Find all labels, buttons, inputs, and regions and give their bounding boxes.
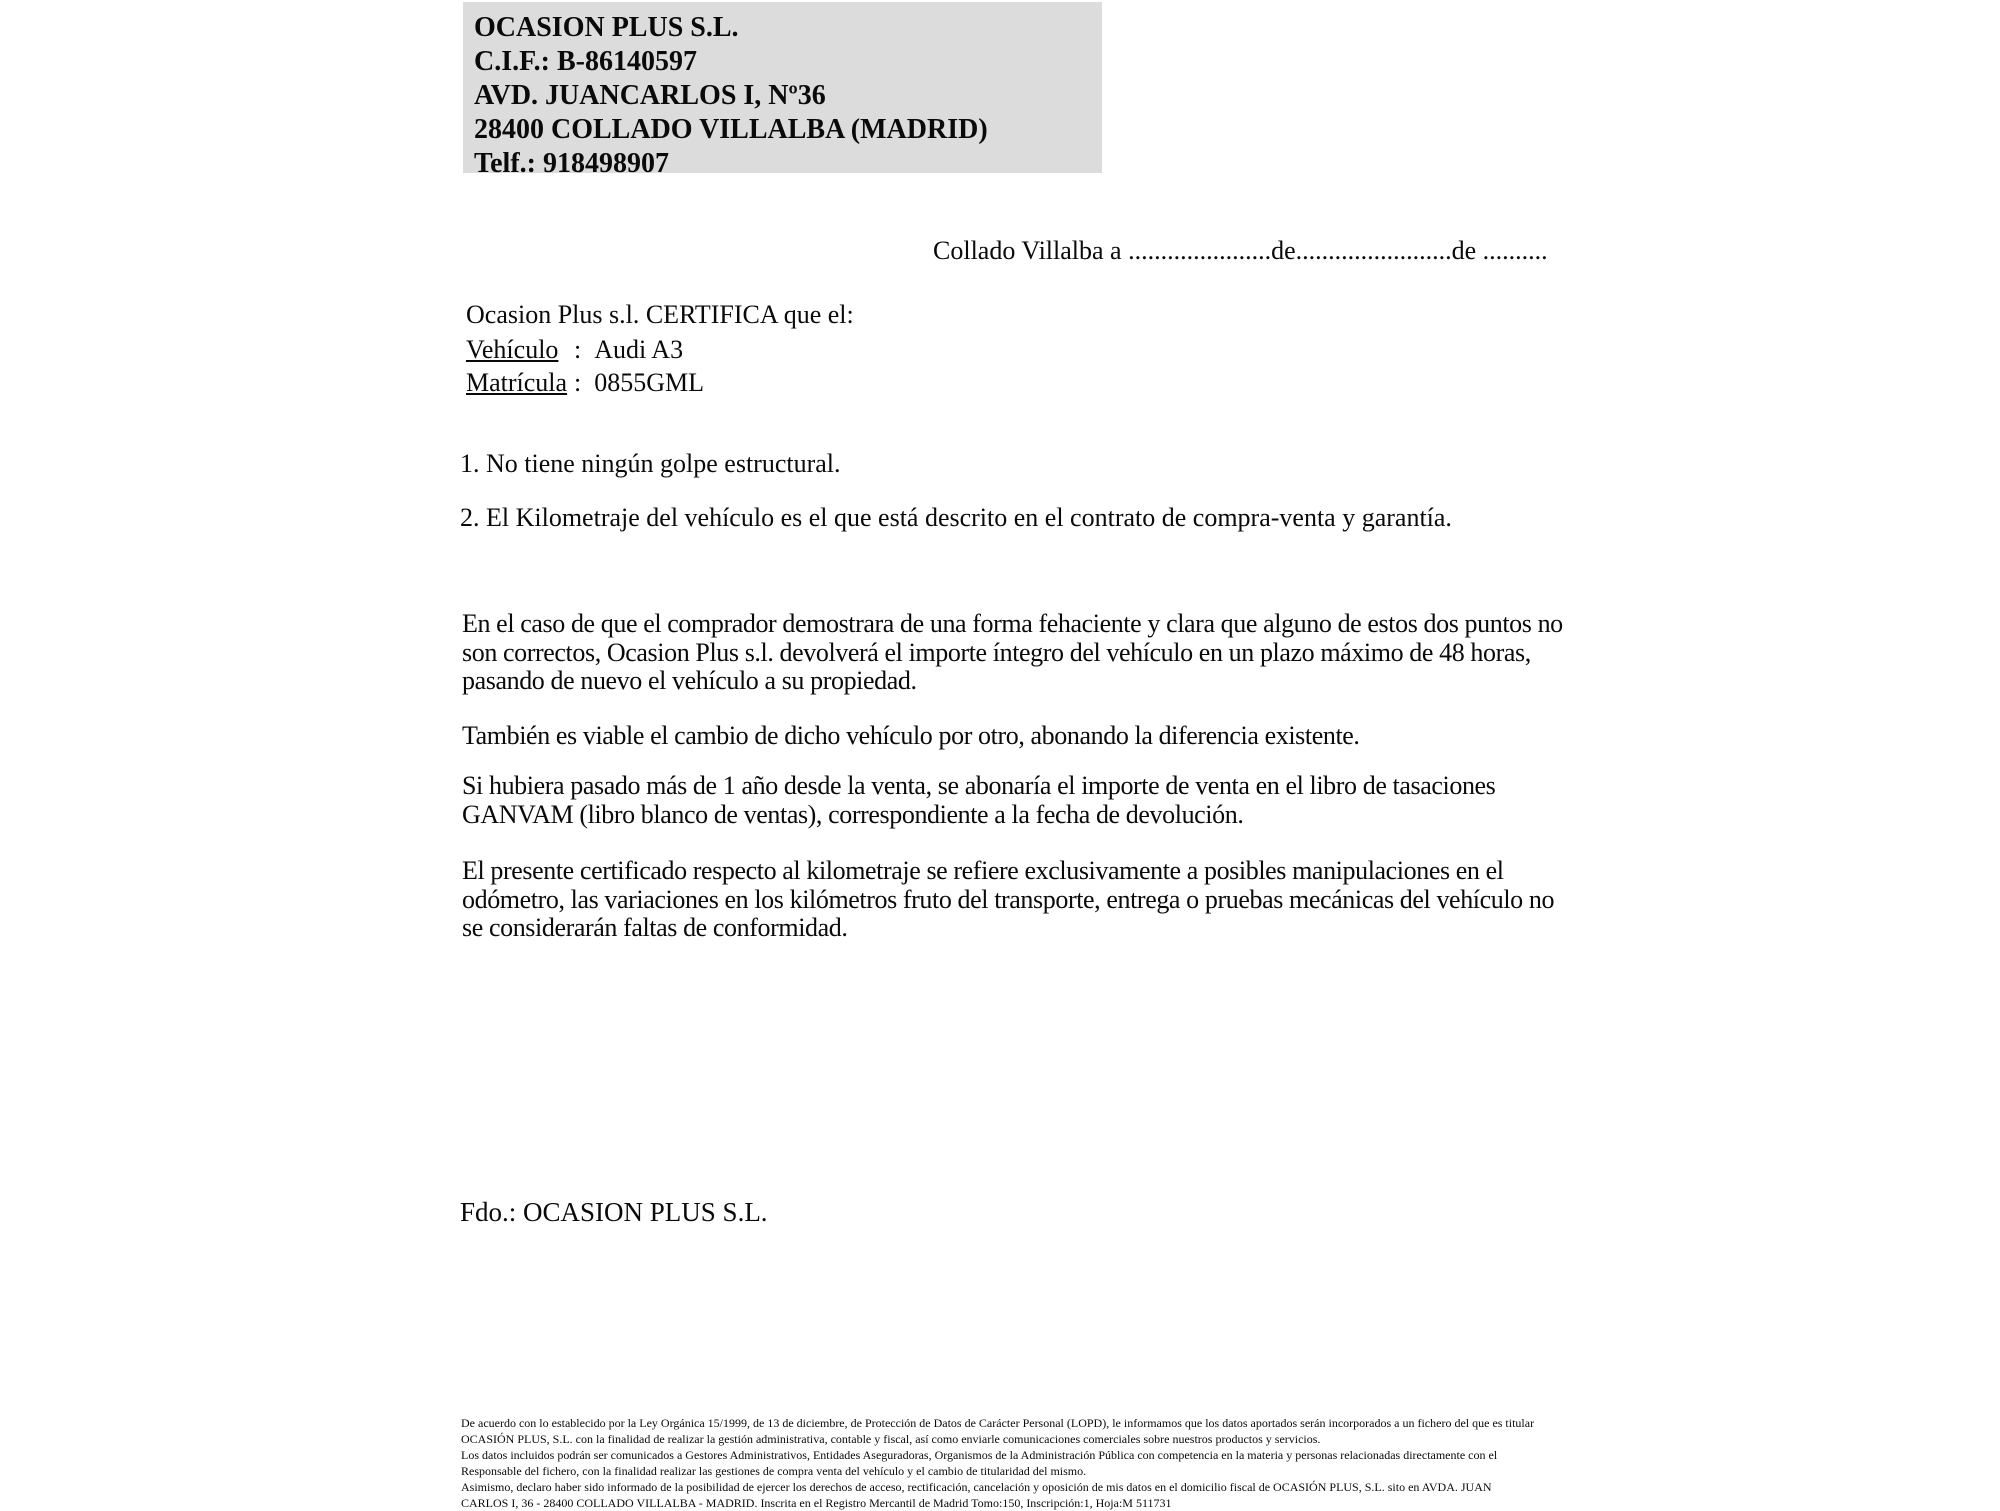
legal-footer-line: Responsable del fichero, con la finalidad realizar las gestiones de compra venta del vehículo y el cambio de titularidad del mismo.	[461, 1464, 1087, 1478]
plate-label: Matrícula	[466, 368, 568, 397]
paragraph-ganvam-valuation: Si hubiera pasado más de 1 año desde la venta, se abonaría el importe de venta en el libro de tasaciones GANVAM (libro blanco de ventas), correspondiente a la fecha de devolución.	[462, 771, 1496, 829]
certify-intro: Ocasion Plus s.l. CERTIFICA que el:	[466, 300, 854, 329]
plate-separator: :	[574, 368, 582, 397]
certified-point-2: 2. El Kilometraje del vehículo es el que está descrito en el contrato de compra-venta y garantía.	[460, 503, 1452, 532]
plate-value: 0855GML	[594, 368, 705, 397]
company-cif: C.I.F.: B-86140597	[474, 46, 697, 77]
paragraph-odometer-disclaimer: El presente certificado respecto al kilometraje se refiere exclusivamente a posibles manipulaciones en el odómetro, las variaciones en los kilómetros fruto del transporte, entrega o pruebas mecánicas del vehículo no se considerarán faltas de conformidad.	[462, 856, 1555, 942]
certified-point-1: 1. No tiene ningún golpe estructural.	[460, 449, 841, 478]
company-address: AVD. JUANCARLOS I, Nº36	[474, 80, 826, 111]
vehicle-separator: :	[574, 335, 582, 364]
legal-footer-line: De acuerdo con lo establecido por la Ley Orgánica 15/1999, de 13 de diciembre, de Protección de Datos de Carácter Personal (LOPD), le informamos que los datos aportados serán incorporados a un fichero del que es titular	[461, 1416, 1535, 1430]
plate-row	[466, 368, 704, 398]
legal-footer-line: Asimismo, declaro haber sido informado de la posibilidad de ejercer los derechos de acceso, rectificación, cancelación y oposición de mis datos en el domicilio fiscal de OCASIÓN PLUS, S.L. sito en AVDA. JUAN	[461, 1480, 1492, 1494]
legal-footer-line: OCASIÓN PLUS, S.L. con la finalidad de realizar la gestión administrativa, contable y fiscal, así como enviarle comunicaciones comerciales sobre nuestros productos y servicios.	[461, 1432, 1321, 1446]
date-fill-in-line: Collado Villalba a ......................de........................de ..........	[933, 236, 1548, 265]
company-city: 28400 COLLADO VILLALBA (MADRID)	[474, 114, 988, 145]
company-name: OCASION PLUS S.L.	[474, 12, 739, 43]
signature-line: Fdo.: OCASION PLUS S.L.	[460, 1197, 768, 1227]
paragraph-refund-policy: En el caso de que el comprador demostrara de una forma fehaciente y clara que alguno de estos dos puntos no son correctos, Ocasion Plus s.l. devolverá el importe íntegro del vehículo en un plazo máximo de 48 horas, pasando de nuevo el vehículo a su propiedad.	[462, 609, 1563, 695]
company-header-box	[463, 2, 1102, 179]
legal-footer-line: Los datos incluidos podrán ser comunicados a Gestores Administrativos, Entidades Aseguradoras, Organismos de la Administración Pública con competencia en la materia y personas relacionadas directamente con el	[461, 1448, 1498, 1462]
company-phone: Telf.: 918498907	[474, 148, 669, 179]
legal-footer-line: CARLOS I, 36 - 28400 COLLADO VILLALBA - MADRID. Inscrita en el Registro Mercantil de Madrid Tomo:150, Inscripción:1, Hoja:M 511731	[461, 1496, 1172, 1510]
legal-footer	[461, 1415, 1534, 1511]
vehicle-row	[466, 335, 683, 365]
vehicle-value: Audi A3	[594, 335, 684, 364]
vehicle-label: Vehículo	[466, 335, 559, 364]
paragraph-exchange-option: También es viable el cambio de dicho vehículo por otro, abonando la diferencia existente.	[462, 721, 1360, 750]
